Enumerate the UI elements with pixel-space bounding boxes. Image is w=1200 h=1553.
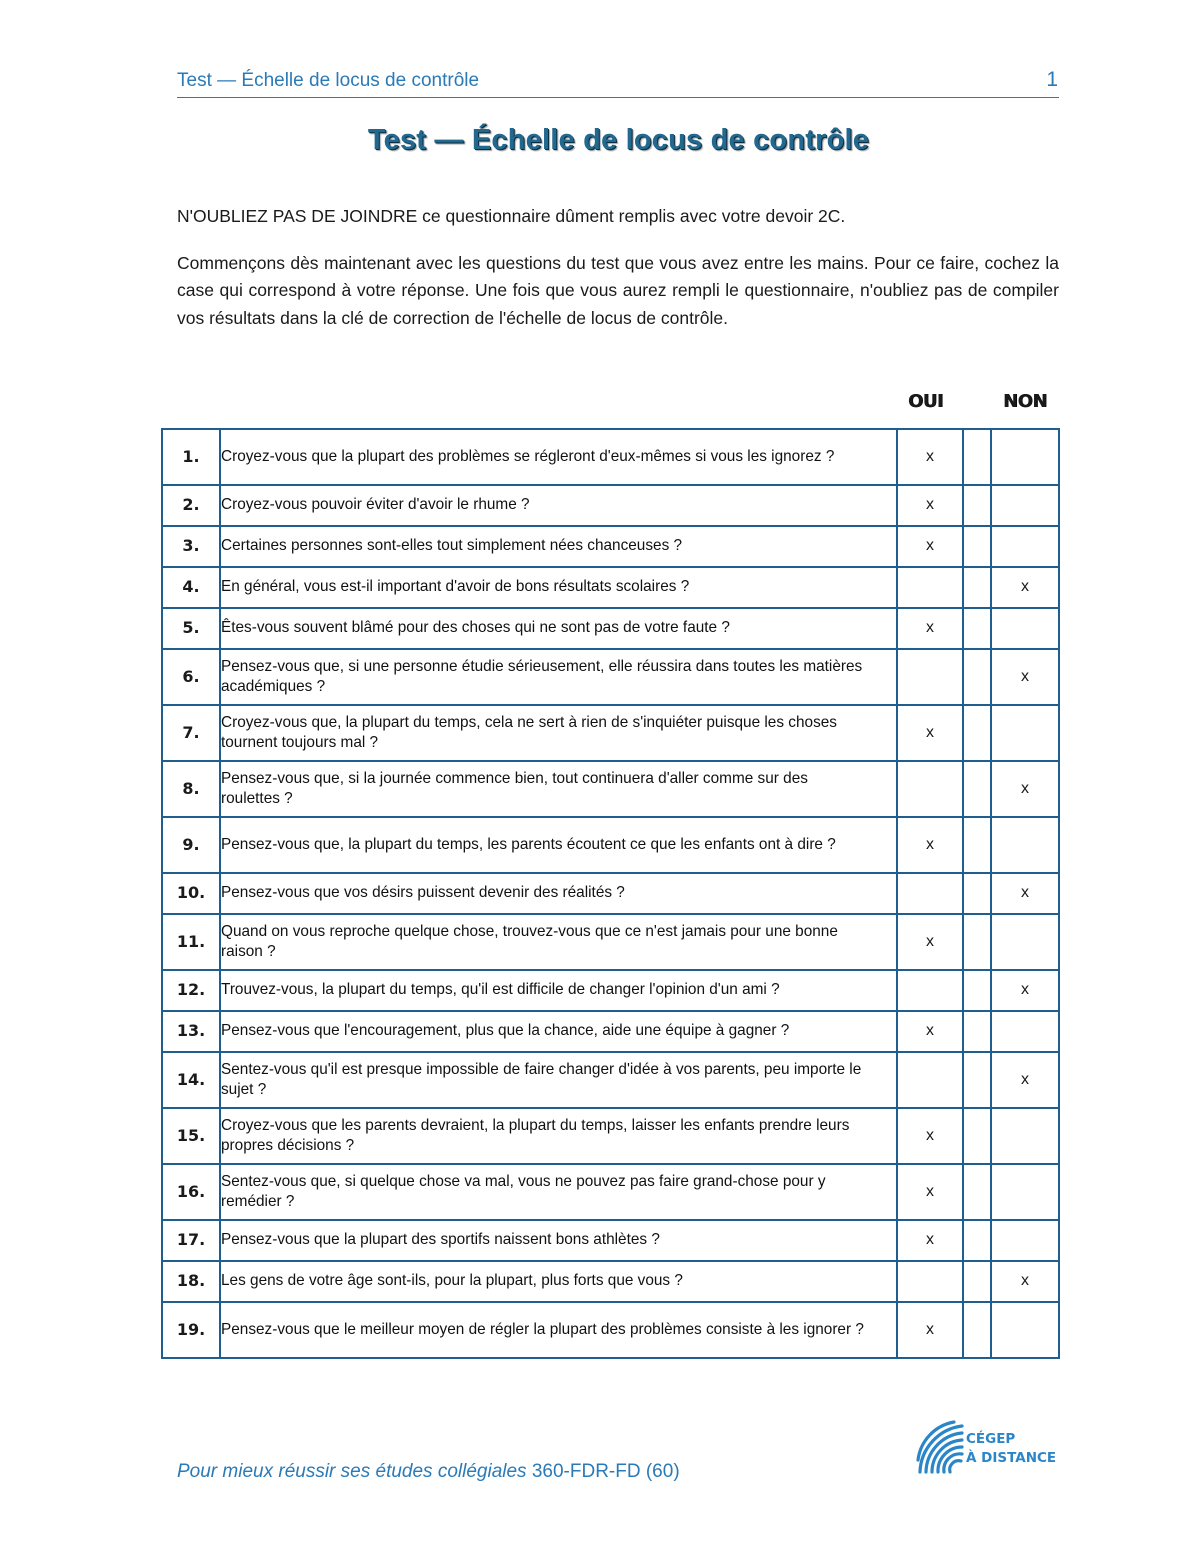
question-text: Croyez-vous que les parents devraient, la plupart du temps, laisser les enfants prendre leurs propres décisions ? — [221, 1116, 850, 1154]
question-number: 12. — [162, 970, 220, 1011]
question-cell — [220, 1108, 897, 1164]
question-number: 9. — [162, 817, 220, 873]
answer-non-box[interactable] — [991, 429, 1059, 485]
question-cell — [220, 649, 897, 705]
cegep-a-distance-logo — [914, 1416, 1064, 1478]
question-cell — [220, 1011, 897, 1052]
question-text: Sentez-vous qu'il est presque impossible de faire changer d'idée à vos parents, peu importe le sujet ? — [221, 1060, 862, 1098]
question-text: Croyez-vous que, la plupart du temps, cela ne sert à rien de s'inquiéter puisque les choses tournent toujours mal ? — [221, 713, 837, 751]
answer-oui-box[interactable]: x — [897, 1164, 963, 1220]
column-spacer — [963, 1164, 991, 1220]
question-number: 13. — [162, 1011, 220, 1052]
running-header-title: Test — Échelle de locus de contrôle — [177, 70, 480, 91]
question-number: 17. — [162, 1220, 220, 1261]
column-spacer — [963, 567, 991, 608]
question-text: Pensez-vous que l'encouragement, plus que la chance, aide une équipe à gagner ? — [221, 1022, 790, 1040]
answer-non-box[interactable]: x — [991, 761, 1059, 817]
question-cell — [220, 1261, 897, 1302]
question-number: 16. — [162, 1164, 220, 1220]
answer-non-box[interactable]: x — [991, 970, 1059, 1011]
answer-non-box[interactable] — [991, 485, 1059, 526]
question-cell — [220, 526, 897, 567]
answer-non-box[interactable] — [991, 1220, 1059, 1261]
answer-oui-box[interactable]: x — [897, 817, 963, 873]
answer-oui-box[interactable] — [897, 567, 963, 608]
answer-oui-box[interactable] — [897, 1261, 963, 1302]
answer-non-box[interactable]: x — [991, 873, 1059, 914]
table-row — [162, 1052, 1059, 1108]
answer-non-box[interactable] — [991, 914, 1059, 970]
question-number: 3. — [162, 526, 220, 567]
document-title: Test — Échelle de locus de contrôle — [367, 124, 870, 156]
answer-non-box[interactable] — [991, 1011, 1059, 1052]
column-spacer — [963, 873, 991, 914]
footer — [177, 1461, 680, 1483]
question-cell — [220, 567, 897, 608]
table-row — [162, 567, 1059, 608]
table-row — [162, 608, 1059, 649]
table-row — [162, 1261, 1059, 1302]
answer-non-box[interactable] — [991, 1164, 1059, 1220]
column-spacer — [963, 914, 991, 970]
question-number: 2. — [162, 485, 220, 526]
answer-oui-box[interactable] — [897, 970, 963, 1011]
column-spacer — [963, 649, 991, 705]
answer-oui-box[interactable] — [897, 1052, 963, 1108]
question-cell — [220, 1052, 897, 1108]
answer-oui-box[interactable]: x — [897, 1302, 963, 1358]
question-text: Pensez-vous que, si une personne étudie sérieusement, elle réussira dans toutes les matières académiques ? — [221, 657, 863, 695]
question-text: Croyez-vous pouvoir éviter d'avoir le rhume ? — [221, 496, 530, 514]
answer-oui-box[interactable]: x — [897, 705, 963, 761]
column-spacer — [963, 1302, 991, 1358]
table-row — [162, 970, 1059, 1011]
table-row — [162, 1164, 1059, 1220]
question-text: Êtes-vous souvent blâmé pour des choses qui ne sont pas de votre faute ? — [221, 619, 730, 637]
question-text: Pensez-vous que, si la journée commence bien, tout continuera d'aller comme sur des roulettes ? — [221, 769, 808, 807]
table-row — [162, 1220, 1059, 1261]
answer-non-box[interactable]: x — [991, 1261, 1059, 1302]
answer-non-box[interactable]: x — [991, 567, 1059, 608]
question-number: 14. — [162, 1052, 220, 1108]
question-number: 7. — [162, 705, 220, 761]
answer-non-box[interactable] — [991, 817, 1059, 873]
answer-oui-box[interactable]: x — [897, 429, 963, 485]
answer-oui-box[interactable]: x — [897, 1108, 963, 1164]
question-cell — [220, 914, 897, 970]
column-spacer — [963, 970, 991, 1011]
question-number: 5. — [162, 608, 220, 649]
column-spacer — [963, 1108, 991, 1164]
column-header-non: NON — [1003, 391, 1047, 412]
instructions-paragraph: Commençons dès maintenant avec les questions du test que vous avez entre les mains. Pour ce faire, cochez la case qui correspond à votre réponse. Une fois que vous aurez rempli le questionnaire, n'oubliez pas de compiler vos résultats dans la clé de correction de l'échelle de locus de contrôle. — [177, 253, 1059, 328]
answer-oui-box[interactable]: x — [897, 485, 963, 526]
answer-non-box[interactable] — [991, 1302, 1059, 1358]
question-text: En général, vous est-il important d'avoir de bons résultats scolaires ? — [221, 578, 690, 596]
column-spacer — [963, 1011, 991, 1052]
answer-non-box[interactable] — [991, 705, 1059, 761]
column-spacer — [963, 485, 991, 526]
question-cell — [220, 817, 897, 873]
question-number: 8. — [162, 761, 220, 817]
reminder-text: N'OUBLIEZ PAS DE JOINDRE ce questionnaire dûment remplis avec votre devoir 2C. — [177, 206, 846, 226]
question-number: 1. — [162, 429, 220, 485]
question-text: Sentez-vous que, si quelque chose va mal, vous ne pouvez pas faire grand-chose pour y remédier ? — [221, 1172, 826, 1210]
table-row — [162, 649, 1059, 705]
answer-non-box[interactable]: x — [991, 649, 1059, 705]
table-row — [162, 873, 1059, 914]
question-cell — [220, 705, 897, 761]
answer-oui-box[interactable] — [897, 873, 963, 914]
column-header-oui: OUI — [908, 391, 944, 412]
answer-non-box[interactable] — [991, 526, 1059, 567]
question-text: Pensez-vous que le meilleur moyen de régler la plupart des problèmes consiste à les ignorer ? — [221, 1320, 864, 1338]
question-number: 4. — [162, 567, 220, 608]
table-row — [162, 1011, 1059, 1052]
answer-oui-box[interactable]: x — [897, 1220, 963, 1261]
question-number: 10. — [162, 873, 220, 914]
question-cell — [220, 1164, 897, 1220]
logo-line1: CÉGEP — [966, 1431, 1016, 1447]
question-cell — [220, 970, 897, 1011]
answer-non-box[interactable] — [991, 608, 1059, 649]
answer-non-box[interactable] — [991, 1108, 1059, 1164]
table-row — [162, 817, 1059, 873]
question-number: 18. — [162, 1261, 220, 1302]
answer-oui-box[interactable]: x — [897, 526, 963, 567]
answer-oui-box[interactable]: x — [897, 1011, 963, 1052]
question-text: Croyez-vous que la plupart des problèmes se régleront d'eux-mêmes si vous les ignorez ? — [221, 447, 835, 465]
question-cell — [220, 429, 897, 485]
table-row — [162, 914, 1059, 970]
question-cell — [220, 873, 897, 914]
column-spacer — [963, 608, 991, 649]
question-text: Certaines personnes sont-elles tout simplement nées chanceuses ? — [221, 537, 683, 555]
table-row — [162, 526, 1059, 567]
table-row — [162, 705, 1059, 761]
question-text: Trouvez-vous, la plupart du temps, qu'il est difficile de changer l'opinion d'un ami ? — [221, 981, 780, 999]
question-number: 19. — [162, 1302, 220, 1358]
question-number: 15. — [162, 1108, 220, 1164]
question-number: 11. — [162, 914, 220, 970]
table-row — [162, 1302, 1059, 1358]
page-number: 1 — [1046, 68, 1058, 91]
question-cell — [220, 608, 897, 649]
header-divider — [177, 97, 1059, 98]
column-spacer — [963, 761, 991, 817]
answer-oui-box[interactable]: x — [897, 608, 963, 649]
question-text: Quand on vous reproche quelque chose, trouvez-vous que ce n'est jamais pour une bonne raison ? — [221, 922, 838, 960]
question-text: Les gens de votre âge sont-ils, pour la plupart, plus forts que vous ? — [221, 1272, 683, 1290]
column-spacer — [963, 1052, 991, 1108]
question-cell — [220, 1220, 897, 1261]
logo-line2: À DISTANCE — [966, 1450, 1057, 1466]
answer-oui-box[interactable]: x — [897, 914, 963, 970]
column-spacer — [963, 705, 991, 761]
questionnaire-table — [161, 428, 1060, 1359]
question-text: Pensez-vous que la plupart des sportifs naissent bons athlètes ? — [221, 1231, 660, 1249]
question-cell — [220, 485, 897, 526]
column-spacer — [963, 1220, 991, 1261]
column-spacer — [963, 1261, 991, 1302]
answer-non-box[interactable]: x — [991, 1052, 1059, 1108]
footer-course-title: Pour mieux réussir ses études collégiales — [177, 1461, 527, 1482]
question-text: Pensez-vous que vos désirs puissent devenir des réalités ? — [221, 884, 625, 902]
question-cell — [220, 1302, 897, 1358]
question-number: 6. — [162, 649, 220, 705]
question-text: Pensez-vous que, la plupart du temps, les parents écoutent ce que les enfants ont à dire ? — [221, 835, 836, 853]
question-cell — [220, 761, 897, 817]
table-row — [162, 429, 1059, 485]
column-spacer — [963, 817, 991, 873]
answer-oui-box[interactable] — [897, 649, 963, 705]
answer-oui-box[interactable] — [897, 761, 963, 817]
column-spacer — [963, 526, 991, 567]
table-row — [162, 761, 1059, 817]
footer-course-code: 360-FDR-FD (60) — [531, 1461, 680, 1482]
column-spacer — [963, 429, 991, 485]
table-row — [162, 1108, 1059, 1164]
table-row — [162, 485, 1059, 526]
